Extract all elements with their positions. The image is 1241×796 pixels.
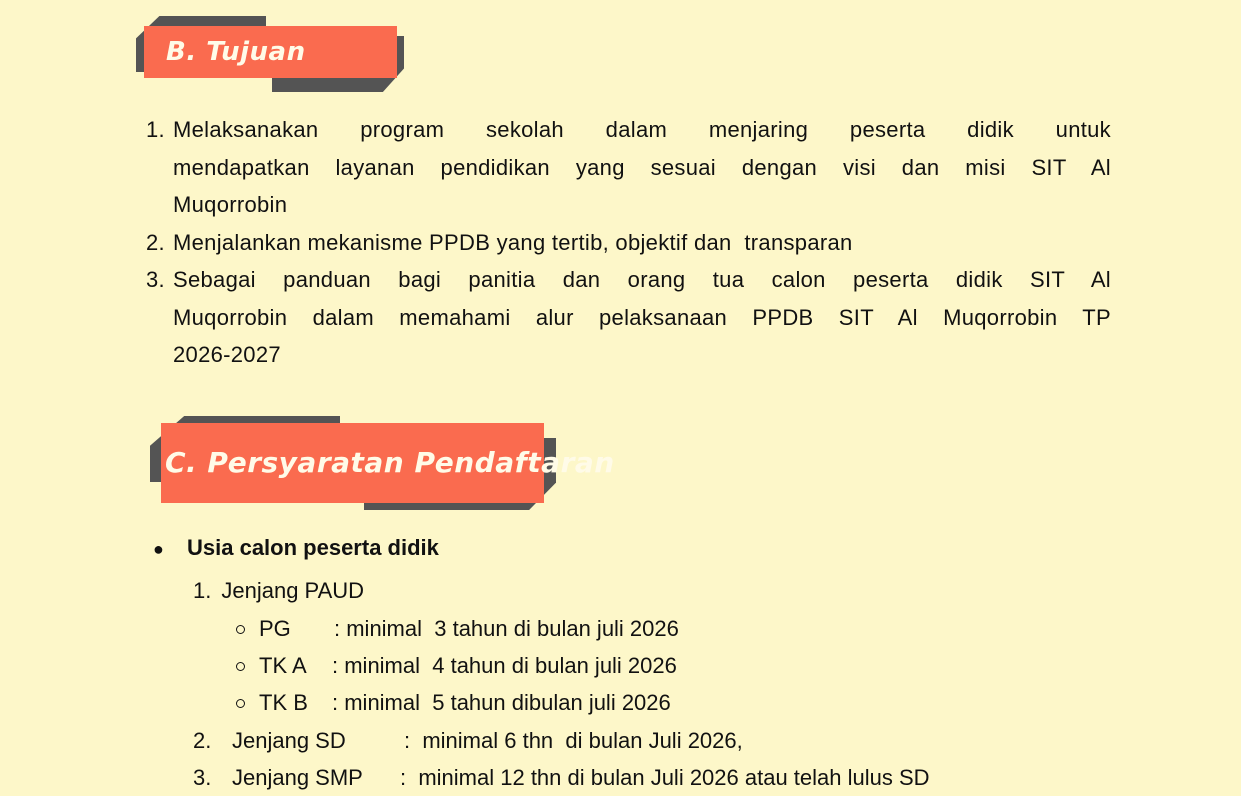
level-label: Jenjang SMP [232,765,363,790]
level-text: : minimal 6 thn di bulan Juli 2026, [404,728,743,753]
sub-level-text: : minimal 5 tahun dibulan juli 2026 [332,690,671,715]
sub-level-name: TK B [259,690,308,715]
tujuan-list [146,111,1111,374]
sub-level-name: TK A [259,653,307,678]
list-number: 1. [146,117,165,142]
section-c-heading: C. Persyaratan Pendaftaran [161,423,544,503]
circle-bullet-icon [236,625,245,634]
list-text-line: Melaksanakan program sekolah dalam menjaring peserta didik untuk [173,117,1111,142]
bullet-heading-text: Usia calon peserta didik [187,535,439,560]
list-text-line: 2026-2027 [173,342,281,367]
bullet-heading [153,531,439,566]
sub-level-item [236,649,677,683]
list-item [146,111,1111,224]
sub-level-text: : minimal 4 tahun di bulan juli 2026 [332,653,677,678]
circle-bullet-icon [236,662,245,671]
level-item [193,761,930,795]
list-number: 2. [146,229,165,255]
sub-level-item [236,686,671,720]
level-item [193,574,364,608]
list-text-line: mendapatkan layanan pendidikan yang sesuai dengan visi dan misi SIT Al [173,154,1111,180]
list-text-line: Muqorrobin dalam memahami alur pelaksanaan PPDB SIT Al Muqorrobin TP [173,304,1111,330]
level-number: 2. [193,728,212,753]
list-text-line: Menjalankan mekanisme PPDB yang tertib, objektif dan transparan [173,229,853,255]
list-number: 3. [146,267,165,292]
list-text-line: Muqorrobin [173,192,288,217]
bullet-dot-icon: ● [153,539,164,559]
level-label: Jenjang PAUD [221,578,365,603]
list-item [146,261,1111,374]
level-text: : minimal 12 thn di bulan Juli 2026 atau telah lulus SD [400,765,930,790]
sub-level-text: : minimal 3 tahun di bulan juli 2026 [334,616,679,641]
level-number: 1. [193,578,212,603]
circle-bullet-icon [236,699,245,708]
list-item [146,224,1111,262]
level-item [193,724,743,758]
section-b-heading: B. Tujuan [144,26,397,78]
section-b-banner [136,16,406,92]
list-text-line: Sebagai panduan bagi panitia dan orang tua calon peserta didik SIT Al [173,267,1111,292]
level-number: 3. [193,765,212,790]
level-label: Jenjang SD [232,728,346,753]
sub-level-item [236,612,679,646]
section-c-banner [150,416,615,510]
sub-level-name: PG [259,616,291,641]
